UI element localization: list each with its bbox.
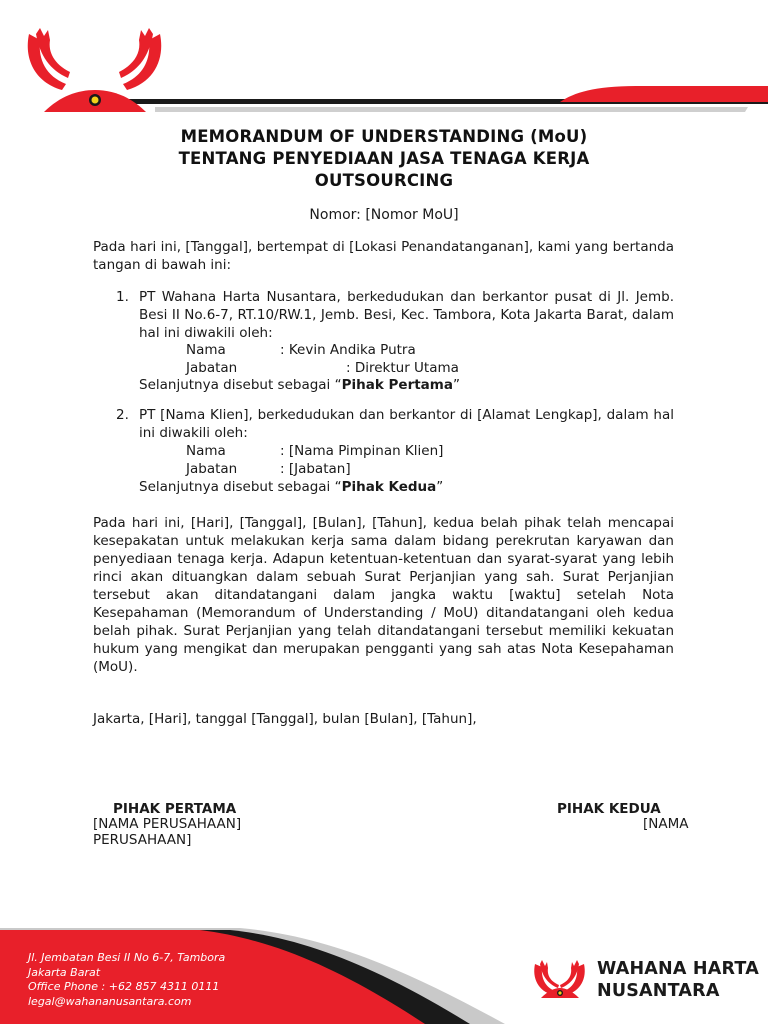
brand-name: [597, 958, 759, 1002]
first-party-company-line-1: [NAMA PERUSAHAAN]: [93, 816, 242, 832]
date-line: Jakarta, [Hari], tanggal [Tanggal], bulan [Bulan], [Tahun],: [93, 711, 477, 727]
party-2-name-label: Nama: [186, 443, 226, 459]
party-1-alias-suffix: ”: [452, 377, 460, 393]
party-2-name-value: : [Nama Pimpinan Klien]: [280, 443, 444, 459]
first-party-company-line-2: PERUSAHAAN]: [93, 832, 192, 848]
second-party-heading: PIHAK KEDUA: [557, 801, 661, 817]
title-line-3: OUTSOURCING: [314, 171, 454, 190]
party-2-position-value: : [Jabatan]: [280, 461, 351, 477]
footer-contact: [28, 951, 225, 1009]
footer-address-line-2: Jakarta Barat: [28, 965, 101, 979]
document-title: [80, 126, 688, 192]
party-1-number: 1.: [116, 289, 129, 305]
body-paragraph: Pada hari ini, [Hari], [Tanggal], [Bulan], [Tahun], kedua belah pihak telah mencapai kesepakatan untuk melakukan kerja sama dalam bidang perekrutan karyawan dan penyediaan tenaga kerja. Adapun ketentuan-ketentuan dan syarat-syarat yang lebih rinci akan dituangkan dalam sebuah Surat Perjanjian yang sah. Surat Perjanjian tersebut akan ditandatangani dalam jangka waktu [waktu] setelah Nota Kesepahaman (Memorandum of Understanding / MoU) ditandatangani oleh kedua belah pihak. Surat Perjanjian yang telah ditandatangani tersebut memiliki kekuatan hukum yang mengikat dan merupakan pengganti yang sah atas Nota Kesepahaman (MoU).: [93, 515, 674, 675]
party-2-description: PT [Nama Klien], berkedudukan dan berkantor di [Alamat Lengkap], dalam hal ini diwakili oleh:: [139, 407, 674, 441]
party-1-name-value: : Kevin Andika Putra: [280, 342, 416, 358]
party-1-alias-prefix: Selanjutnya disebut sebagai “: [139, 377, 342, 393]
party-1-alias-name: Pihak Pertama: [341, 377, 453, 393]
party-1-alias: [139, 376, 460, 394]
party-1-name-label: Nama: [186, 342, 226, 358]
party-2-alias: [139, 478, 443, 496]
first-party-heading: PIHAK PERTAMA: [113, 801, 237, 817]
party-2-alias-suffix: ”: [436, 479, 444, 495]
party-1-position-label: Jabatan: [186, 360, 238, 376]
title-line-2: TENTANG PENYEDIAAN JASA TENAGA KERJA: [178, 149, 590, 168]
party-1-position-value: : Direktur Utama: [346, 360, 459, 376]
title-line-1: MEMORANDUM OF UNDERSTANDING (MoU): [180, 127, 588, 146]
brand-name-line-2: NUSANTARA: [597, 981, 720, 1001]
party-2-position-label: Jabatan: [186, 461, 238, 477]
second-party-company-line-1: [NAMA: [643, 816, 689, 832]
header-decoration: [0, 0, 768, 130]
party-2-alias-prefix: Selanjutnya disebut sebagai “: [139, 479, 342, 495]
hands-logo-small-icon: [534, 960, 585, 998]
brand-name-line-1: WAHANA HARTA: [597, 959, 759, 979]
intro-paragraph: Pada hari ini, [Tanggal], bertempat di [Lokasi Penandatanganan], kami yang bertanda tangan di bawah ini:: [93, 239, 674, 273]
party-1-description: PT Wahana Harta Nusantara, berkedudukan dan berkantor pusat di Jl. Jemb. Besi II No.6-7, RT.10/RW.1, Jemb. Besi, Kec. Tambora, Kota Jakarta Barat, dalam hal ini diwakili oleh:: [139, 289, 674, 341]
document-number: Nomor: [Nomor MoU]: [309, 207, 459, 223]
party-2-number: 2.: [116, 407, 129, 423]
party-2-alias-name: Pihak Kedua: [341, 479, 437, 495]
footer-address-line-1: Jl. Jembatan Besi II No 6-7, Tambora: [28, 951, 226, 964]
footer-email: legal@wahananusantara.com: [28, 994, 192, 1008]
footer-phone: Office Phone : +62 857 4311 0111: [28, 980, 220, 993]
